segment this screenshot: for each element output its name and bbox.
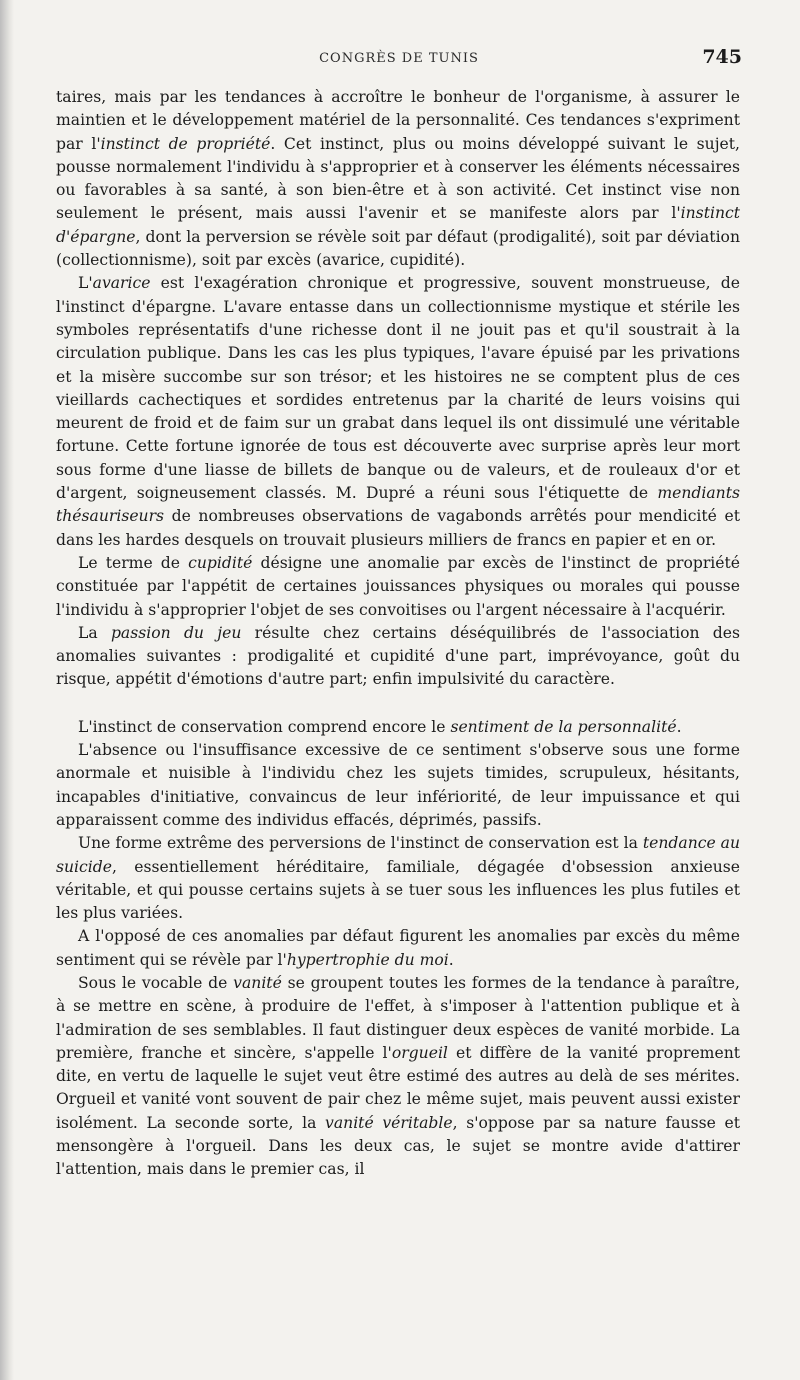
text-run: Une forme extrême des perversions de l'instinct de conservation est la — [78, 834, 643, 853]
paragraph — [56, 925, 740, 972]
text-run: se groupent toutes les formes de la tendance à paraître, à se mettre en scène, à produire de l'effet, à s'imposer à l'attention publique et à l'admiration de ses semblables. Il faut distinguer deux espèces de vanité morbide. La première, franche et sincère, s'appelle l' — [56, 973, 740, 1062]
text-run: A l'opposé de ces anomalies par défaut figurent les anomalies par excès du même sentiment qui se révèle par l' — [56, 927, 740, 969]
text-run: taires, mais par les tendances à accroître le bonheur de l'organisme, à assurer le maintien et le développement matériel de la personnalité. Ces tendances s'expriment par l' — [56, 88, 740, 153]
text-run: et diffère de la vanité proprement dite, en vertu de laquelle le sujet veut être estimé des autres au delà de ses mérites. Orgueil et vanité vont souvent de pair chez le même sujet, mais peuvent aussi exister isolément. La seconde sorte, la — [56, 1043, 741, 1132]
text-run: . — [676, 717, 682, 736]
running-head: CONGRÈS DE TUNIS — [319, 51, 479, 66]
italic-term: instinct d'épargne — [56, 204, 740, 246]
text-run: est l'exagération chronique et progressive, souvent monstrueuse, de l'instinct d'épargne. L'avare entasse dans un collectionnisme mystique et stérile les symboles représentatifs d'une richesse dont il ne jouit pas et qu'il soustrait à la circulation publique. Dans les cas les plus typiques, l'avare épuisé par les privations et la misère succombe sur son trésor; et les histoires ne se comptent plus de ces vieillards cachectiques et sordides entretenus par la charité de leurs voisins qui meurent de froid et de faim sur un grabat dans lequel ils ont dissimulé une véritable fortune. Cette fortune ignorée de tous est découverte avec surprise après leur mort sous forme d'une liasse de billets de banque ou de valeurs, et de rouleaux d'or et d'argent, soigneusement classés. M. Dupré a réuni sous l'étiquette de — [56, 274, 740, 503]
page-header — [56, 46, 742, 72]
paragraph — [56, 716, 740, 739]
italic-term: sentiment de la personnalité — [450, 717, 677, 736]
paragraph — [56, 86, 740, 272]
page-number: 745 — [702, 46, 742, 68]
italic-term: hypertrophie du moi — [286, 950, 449, 969]
italic-term: cupidité — [188, 553, 253, 572]
text-run: , dont la perversion se révèle soit par défaut (prodigalité), soit par déviation (collectionnisme), soit par excès (avarice, cupidité). — [56, 227, 740, 270]
text-run: désigne une anomalie par excès de l'instinct de propriété constituée par l'appétit de certaines jouissances physiques ou morales qui pousse l'individu à s'approprier l'objet de ses convoitises ou l'argent nécessaire à l'acquérir. — [56, 553, 740, 619]
paragraph — [56, 972, 740, 1182]
text-run: Sous le vocable de — [78, 973, 234, 992]
paragraph — [56, 622, 740, 692]
paragraph — [56, 272, 740, 552]
text-run: de nombreuses observations de vagabonds arrêtés pour mendicité et dans les hardes desquels on trouvait plusieurs milliers de francs en papier et en or. — [56, 507, 740, 549]
italic-term: vanité — [233, 973, 282, 992]
body-text — [56, 86, 740, 1182]
paragraph — [56, 832, 740, 925]
text-run: résulte chez certains déséquilibrés de l'association des anomalies suivantes : prodigalité et cupidité d'une part, imprévoyance, goût du risque, appétit d'émotions d'autre part; enfin impulsivité du caractère. — [56, 623, 741, 689]
text-run: La — [78, 623, 111, 642]
text-run: Le terme de — [78, 553, 189, 572]
text-run: L' — [78, 274, 93, 293]
text-run: L'instinct de conservation comprend encore le — [78, 717, 451, 736]
text-run: . — [448, 950, 454, 969]
italic-term: mendiants thésauriseurs — [56, 484, 740, 526]
text-run: , s'oppose par sa nature fausse et mensongère à l'orgueil. Dans les deux cas, le sujet se montre avide d'attirer l'attention, mais dans le premier cas, il — [56, 1113, 740, 1179]
italic-term: avarice — [92, 274, 151, 293]
italic-term: tendance au suicide — [56, 834, 740, 876]
text-run: . Cet instinct, plus ou moins développé suivant le sujet, pousse normalement l'individu à s'approprier et à conserver les éléments nécessaires ou favorables à sa santé, à son bien-être et à son activité. Cet instinct vise non seulement le présent, mais aussi l'avenir et se manifeste alors par l' — [56, 134, 740, 223]
text-run: , essentiellement héréditaire, familiale, dégagée d'obsession anxieuse véritable, et qui pousse certains sujets à se tuer sous les influences les plus futiles et les plus variées. — [56, 857, 740, 923]
italic-term: passion du jeu — [110, 623, 242, 642]
italic-term: vanité véritable — [325, 1113, 453, 1132]
italic-term: orgueil — [391, 1043, 448, 1062]
text-run: L'absence ou l'insuffisance excessive de ce sentiment s'observe sous une forme anormale et nuisible à l'individu chez les sujets timides, scrupuleux, hésitants, incapables d'initiative, convaincus de leur infériorité, de leur impuissance et qui apparaissent comme des individus effacés, déprimés, passifs. — [56, 741, 740, 829]
page-binding-shadow — [0, 0, 14, 1380]
italic-term: instinct de propriété — [100, 134, 271, 153]
paragraph — [56, 552, 740, 622]
paragraph — [56, 739, 740, 832]
